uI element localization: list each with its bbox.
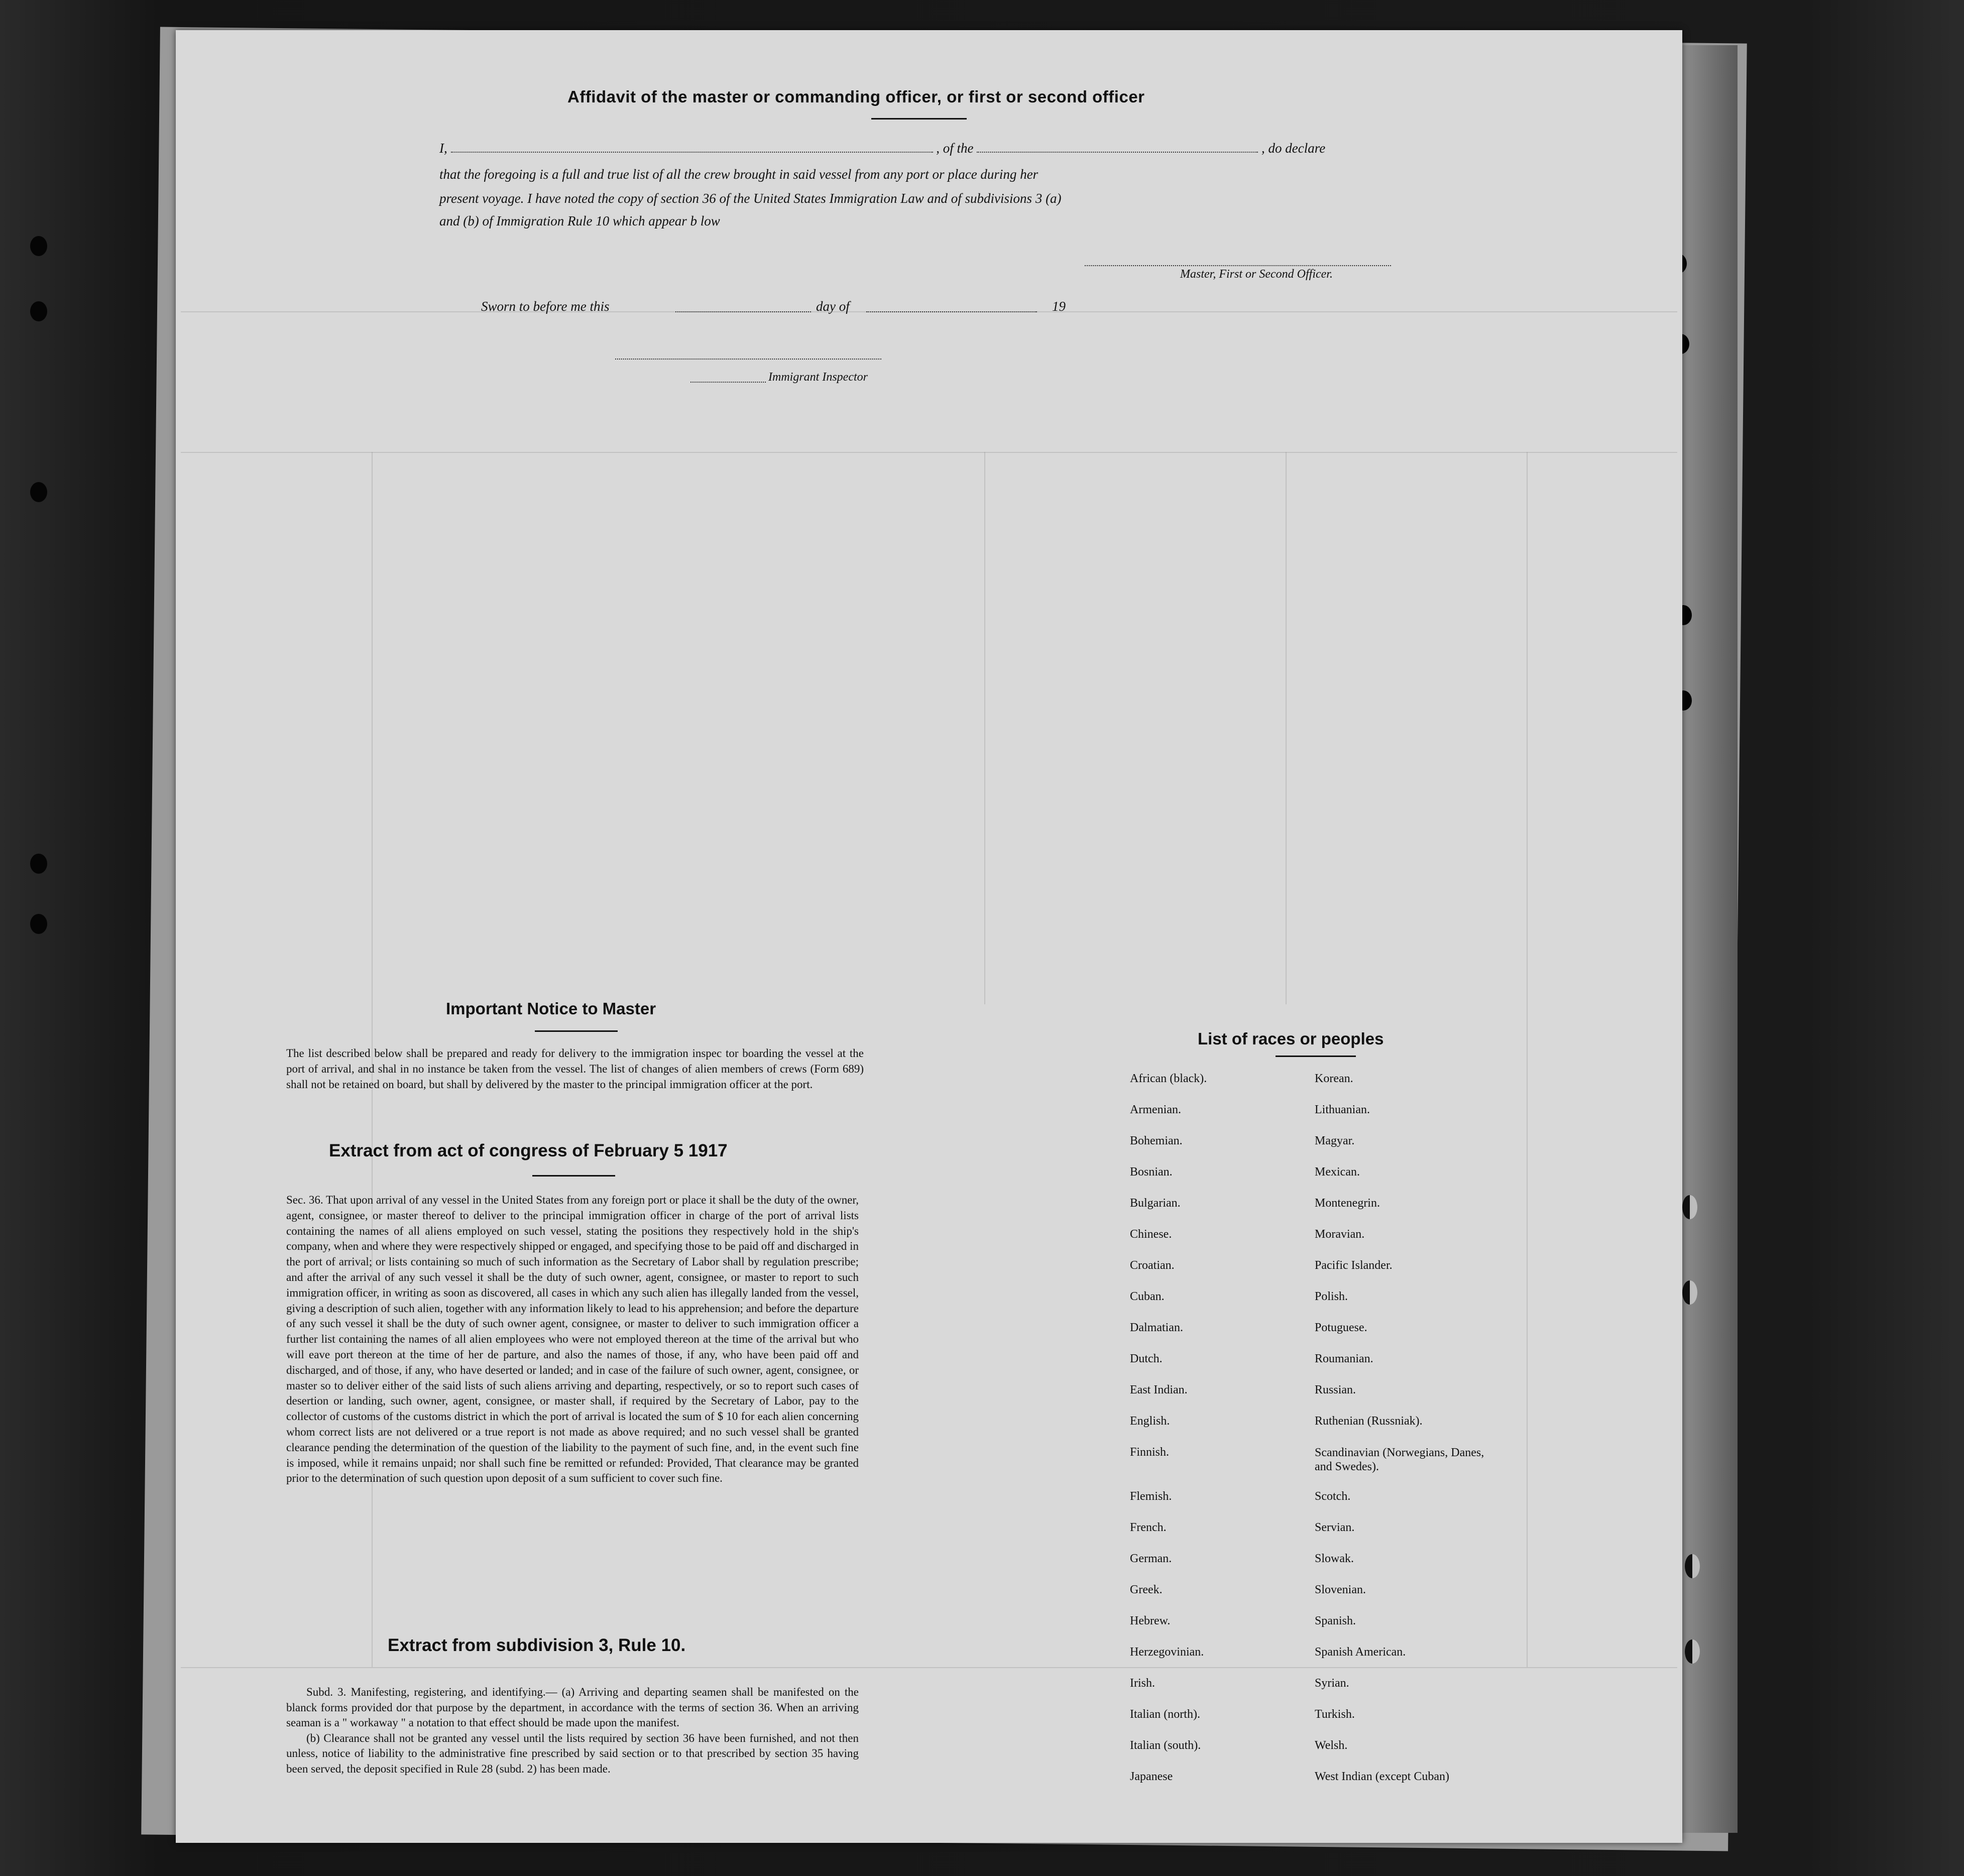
day-of-label: day of: [816, 299, 850, 314]
notice-underline: [535, 1030, 618, 1032]
race-item: Mexican.: [1315, 1165, 1360, 1179]
race-item: French.: [1130, 1521, 1167, 1534]
race-item: Turkish.: [1315, 1708, 1355, 1721]
race-item: Hebrew.: [1130, 1614, 1171, 1627]
bleed-through-rule: [1286, 452, 1287, 1004]
declarant-prefix: I,: [439, 141, 447, 156]
race-item: Lithuanian.: [1315, 1103, 1370, 1116]
sworn-month-field[interactable]: [866, 311, 1037, 312]
master-signature-field[interactable]: [1085, 265, 1391, 266]
race-item: Syrian.: [1315, 1677, 1349, 1690]
title-underline: [871, 118, 967, 120]
section-36-text: Sec. 36. That upon arrival of any vessel in the United States from any foreign port or place it shall be the duty of the owner, agent, consignee, or master thereof to deliver to the principal immigration officer in charge of the port of arrival lists containing the names of all aliens employed on such vessel, stating the positions they respectively hold in the ship's company, when and where they were respectively shipped or engaged, and specifying those to be paid off and discharged in the port of arrival; or lists containing so much of such information as the Secretary of Labor shall by regulation prescribe; and after the arrival of any such vessel it shall be the duty of such owner, agent, consignee, or master to report to such immigration officer, in writing as soon as discovered, all cases in which any such alien has illegally landed from the vessel, giving a description of such alien, together with any information likely to lead to his apprehension; and before the departure of any such vessel it shall be the duty of such owner agent, consignee, or master to deliver to such immigration officer a further list containing the names of all alien employees who were not employed thereon at the time of the arrival but who will eave port thereon at the time of her de parture, and also the names of those, if any, who have been paid off and discharged, and of those, if any, who have deserted or landed; and in case of the failure of such owner, agent, consignee, or master so to deliver either of the said lists of such aliens arriving and departing, respectively, or so to report such cases of desertion or landing, such owner, agent, consignee, or master shall, if required by the Secretary of Labor, pay to the collector of customs of the customs district in which the port of arrival is located the sum of $ 10 for each alien concerning whom correct lists are not delivered or a true report is not made as above required; and no such vessel shall be granted clearance pending the determination of the question of the liability to the payment of such fine, and, in the event such fine is imposed, while it remains unpaid; nor shall such fine be remitted or refunded: Provided, That clearance may be granted prior to the determination of such question upon deposit of a sum sufficient to cover such fine.: [286, 1194, 859, 1485]
declaration-line-2: that the foregoing is a full and true list of all the crew brought in said vessel from any port or place during her: [439, 167, 1038, 182]
notice-body: The list described below shall be prepared and ready for delivery to the immigration inspec tor boarding the vessel at the port of arrival, and shal in no instance be taken from the vessel. The list of changes of alien members of crews (Form 689) shall not be retained on board, but shall by delivered by the master to the principal immigration officer at the port.: [286, 1047, 864, 1091]
race-item: Magyar.: [1315, 1134, 1355, 1147]
extract-rule-title: Extract from subdivision 3, Rule 10.: [388, 1635, 686, 1655]
inspector-signature-field-2[interactable]: [690, 382, 766, 383]
races-title: List of races or peoples: [1198, 1029, 1384, 1048]
sworn-label: Sworn to before me this: [481, 299, 610, 314]
race-item: Servian.: [1315, 1521, 1355, 1534]
declare-text: , do declare: [1261, 141, 1326, 156]
race-item: Potuguese.: [1315, 1321, 1367, 1334]
inspector-signature-field[interactable]: [615, 359, 881, 360]
race-item: Cuban.: [1130, 1290, 1165, 1303]
race-item: Bohemian.: [1130, 1134, 1183, 1147]
race-item: Scotch.: [1315, 1490, 1351, 1503]
binder-hole-icon: [30, 482, 47, 502]
subdivision-3-paragraph-b: (b) Clearance shall not be granted any vessel until the lists required by section 36 have been furnished, and not then unless, notice of liability to the administrative fine prescribed by said section or to that prescribed by section 35 having been served, the deposit specified in Rule 28 (subd. 2) has been made.: [286, 1731, 859, 1775]
race-item: Chinese.: [1130, 1228, 1172, 1241]
extract-act-title: Extract from act of congress of February 5 1917: [329, 1141, 728, 1160]
race-item: Roumanian.: [1315, 1352, 1373, 1365]
year-label: 19: [1052, 299, 1066, 314]
extract-act-underline: [532, 1175, 615, 1177]
bleed-through-rule: [1527, 452, 1528, 1667]
race-item: Croatian.: [1130, 1259, 1175, 1272]
race-item: Korean.: [1315, 1072, 1353, 1085]
race-item: Slovenian.: [1315, 1583, 1366, 1596]
race-item: East Indian.: [1130, 1383, 1188, 1396]
master-signature-label: Master, First or Second Officer.: [1180, 268, 1333, 281]
subdivision-3-text: [286, 1685, 859, 1777]
race-item: German.: [1130, 1552, 1172, 1565]
race-item: Dalmatian.: [1130, 1321, 1183, 1334]
race-item: Japanese: [1130, 1770, 1173, 1783]
races-list-left: [1130, 1072, 1207, 1801]
notice-title: Important Notice to Master: [446, 999, 656, 1018]
sworn-day-field[interactable]: [675, 311, 811, 312]
race-item: Bosnian.: [1130, 1165, 1173, 1179]
binder-hole-icon: [1685, 1554, 1700, 1578]
race-item: Greek.: [1130, 1583, 1163, 1596]
race-item: Spanish American.: [1315, 1646, 1406, 1659]
race-item: Slowak.: [1315, 1552, 1354, 1565]
race-item: Montenegrin.: [1315, 1197, 1380, 1210]
race-item: Welsh.: [1315, 1739, 1348, 1752]
binder-hole-icon: [1682, 1195, 1697, 1219]
race-item: Flemish.: [1130, 1490, 1172, 1503]
vessel-name-field[interactable]: [977, 152, 1258, 153]
race-item: Spanish.: [1315, 1614, 1356, 1627]
race-item: Armenian.: [1130, 1103, 1181, 1116]
race-item: English.: [1130, 1415, 1170, 1428]
race-item: Russian.: [1315, 1383, 1356, 1396]
race-item: Herzegovinian.: [1130, 1646, 1204, 1659]
race-item: Dutch.: [1130, 1352, 1163, 1365]
binder-hole-icon: [30, 854, 47, 874]
declaration-line-1: [439, 141, 1394, 156]
declaration-line-4: and (b) of Immigration Rule 10 which appear b low: [439, 213, 720, 228]
affidavit-title: Affidavit of the master or commanding officer, or first or second officer: [567, 87, 1145, 106]
race-item: Bulgarian.: [1130, 1197, 1181, 1210]
binder-hole-icon: [1682, 1280, 1697, 1305]
race-item: West Indian (except Cuban): [1315, 1770, 1449, 1783]
race-item: Pacific Islander.: [1315, 1259, 1393, 1272]
race-item: Moravian.: [1315, 1228, 1365, 1241]
vessel-prefix: , of the: [936, 141, 974, 156]
race-item: African (black).: [1130, 1072, 1207, 1085]
binder-hole-icon: [30, 301, 47, 321]
race-item: Italian (south).: [1130, 1739, 1201, 1752]
binder-hole-icon: [30, 236, 47, 256]
bleed-through-rule: [984, 452, 985, 1004]
inspector-label: Immigrant Inspector: [768, 371, 868, 384]
binder-hole-icon: [1685, 1639, 1700, 1664]
bleed-through-rule: [181, 452, 1677, 453]
races-underline: [1276, 1056, 1356, 1057]
declaration-line-3: present voyage. I have noted the copy of section 36 of the United States Immigration Law and of subdivisions 3 (a): [439, 191, 1062, 206]
binder-hole-icon: [30, 914, 47, 934]
race-item: Irish.: [1130, 1677, 1155, 1690]
race-item: Italian (north).: [1130, 1708, 1200, 1721]
race-item: Polish.: [1315, 1290, 1348, 1303]
race-item: Ruthenian (Russniak).: [1315, 1415, 1423, 1428]
race-item: Scandinavian (Norwegians, Danes, and Swedes).: [1315, 1446, 1484, 1473]
declarant-name-field[interactable]: [451, 152, 933, 153]
race-item: Finnish.: [1130, 1446, 1170, 1459]
subdivision-3-paragraph-a: Subd. 3. Manifesting, registering, and identifying.— (a) Arriving and departing seamen shall be manifested on the blanck forms provided dor that purpose by the department, in accordance with the terms of section 36. When an arriving seaman is a " workaway " a notation to that effect should be made upon the manifest.: [286, 1686, 859, 1729]
races-list-right: [1315, 1072, 1485, 1801]
